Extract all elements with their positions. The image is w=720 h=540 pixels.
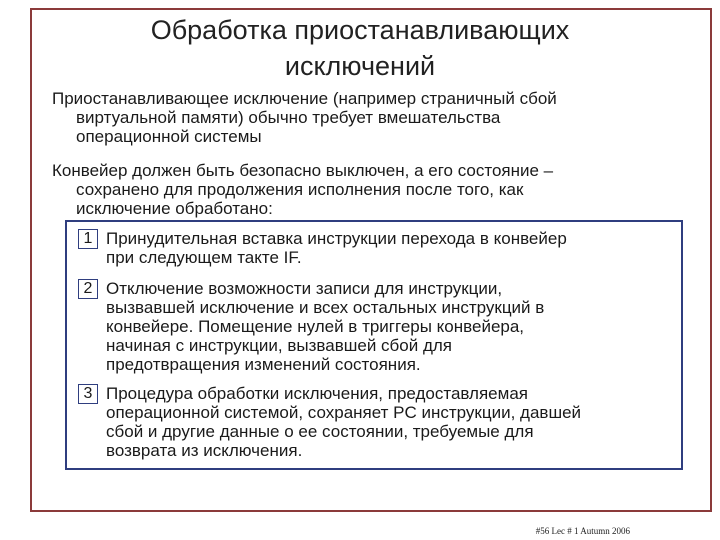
step-text [106,384,678,460]
step-item [78,229,678,267]
step-text [106,279,678,374]
step-line: операционной системой, сохраняет PC инструкции, давшей [106,403,582,422]
title-line: Обработка приостанавливающих [150,15,570,45]
slide-footer: #56 Lec # 1 Autumn 2006 [535,526,630,536]
paragraph-pipeline [52,161,692,218]
step-number-badge: 3 [78,384,98,404]
title-line: исключений [284,51,436,81]
step-line: Принудительная вставка инструкции перехода в конвейер [106,229,567,248]
step-line: при следующем такте IF. [106,248,302,267]
step-line: сбой и другие данные о ее состоянии, требуемые для [106,422,534,441]
step-line: возврата из исключения. [106,441,303,460]
step-line: вызвавшей исключение и всех остальных инструкций в [106,298,545,317]
step-number-badge: 1 [78,229,98,249]
step-item [78,279,678,374]
step-line: предотвращения изменений состояния. [106,355,421,374]
step-line: конвейере. Помещение нулей в триггеры конвейера, [106,317,525,336]
step-line: начиная с инструкции, вызвавшей сбой для [106,336,453,355]
paragraph-line: операционной системы [76,127,262,146]
step-line: Процедура обработки исключения, предоставляемая [106,384,528,403]
step-item [78,384,678,460]
step-text [106,229,678,267]
paragraph-line: виртуальной памяти) обычно требует вмешательства [76,108,501,127]
paragraph-line: исключение обработано: [76,199,273,218]
step-number-badge: 2 [78,279,98,299]
slide-title [0,12,720,84]
paragraph-line: сохранено для продолжения исполнения после того, как [76,180,524,199]
step-line: Отключение возможности записи для инструкции, [106,279,503,298]
paragraph-line: Приостанавливающее исключение (например страничный сбой [52,89,557,108]
paragraph-suspend-exception [52,89,692,146]
paragraph-line: Конвейер должен быть безопасно выключен, а его состояние – [52,161,554,180]
